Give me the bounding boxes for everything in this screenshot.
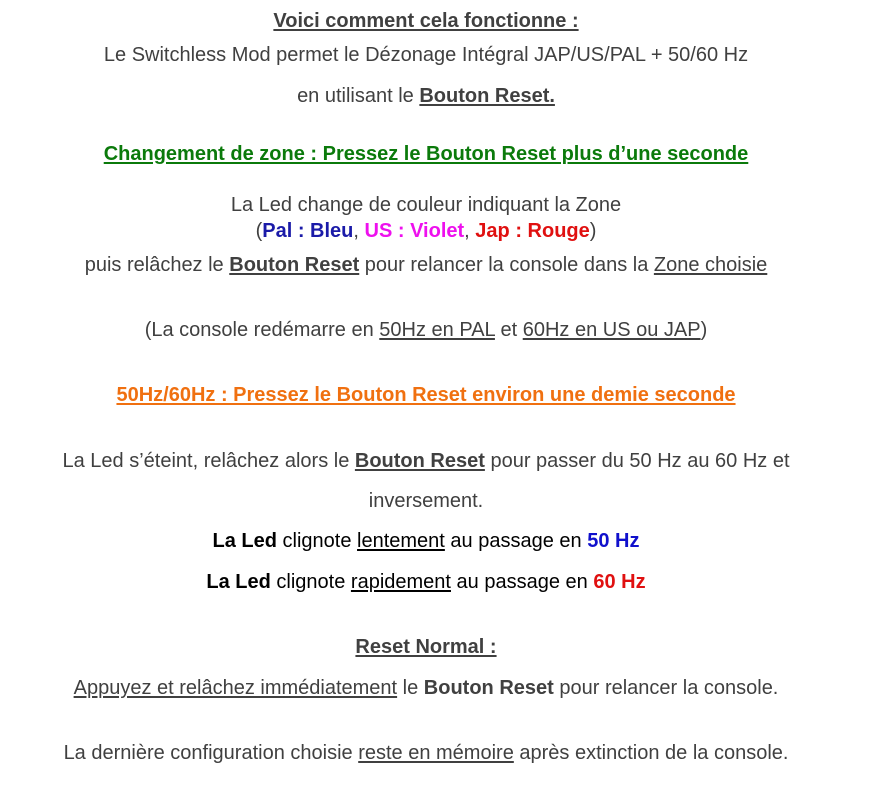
zone-line-4-text-a: (La console redémarre en [144,319,380,341]
lentement-label: lentement [357,530,445,552]
zone-heading: Changement de zone : Pressez le Bouton Reset plus d’une seconde [103,143,749,165]
intro-line-1: Le Switchless Mod permet le Dézonage Intégral JAP/US/PAL + 50/60 Hz [103,44,749,66]
reste-en-memoire-label: reste en mémoire [358,742,514,764]
rapidement-label: rapidement [350,571,451,593]
bouton-reset-label: Bouton Reset [423,677,554,699]
hz-line-1-text-a: La Led s’éteint, relâchez alors le [62,450,355,472]
reset-line-2-text-c: après extinction de la console. [513,742,789,764]
intro-line-2-prefix: en utilisant le [297,85,420,107]
us-violet-label: US : Violet [364,220,465,242]
60hz-red-label: 60 Hz [593,571,646,593]
comma-2: , [464,220,476,242]
reset-line-1 [0,676,852,700]
hz-line-2: inversement. [368,490,484,512]
50hz-blue-label: 50 Hz [587,530,640,552]
reset-line-2-text-a: La dernière configuration choisie [63,742,359,764]
jap-red-label: Jap : Rouge [475,220,590,242]
60hz-us-jap-label: 60Hz en US ou JAP [522,319,701,341]
reset-line-1-text-b: le [397,677,424,699]
paren-close: ) [589,220,597,242]
zone-line-4-text-c: et [494,319,523,341]
hz-line-1 [0,449,852,473]
zone-line-3 [0,253,852,277]
bouton-reset-label: Bouton Reset [229,254,360,276]
50hz-pal-label: 50Hz en PAL [379,319,495,341]
hz-heading: 50Hz/60Hz : Pressez le Bouton Reset environ une demie seconde [116,384,736,406]
led-slow-line [0,529,852,553]
zone-choisie-label: Zone choisie [653,254,768,276]
zone-line-3-text-c: pour relancer la console dans la [359,254,654,276]
led-slow-text-b: clignote [276,530,358,552]
led-fast-text-d: au passage en [450,571,594,593]
comma-1: , [353,220,365,242]
reset-line-1-text-d: pour relancer la console. [553,677,779,699]
intro-line-2 [0,84,852,108]
hz-line-1-text-c: pour passer du 50 Hz au 60 Hz et [484,450,790,472]
zone-line-1: La Led change de couleur indiquant la Zone [230,194,622,216]
la-led-label: La Led [212,530,277,552]
pal-blue-label: Pal : Bleu [262,220,354,242]
led-slow-text-d: au passage en [444,530,588,552]
la-led-label: La Led [206,571,271,593]
appuyez-label: Appuyez et relâchez immédiatement [73,677,398,699]
zone-line-4 [0,318,852,342]
intro-heading: Voici comment cela fonctionne : [273,10,579,32]
reset-line-2 [0,741,852,765]
paren-open: ( [255,220,263,242]
zone-line-4-text-e: ) [700,319,708,341]
led-fast-text-b: clignote [270,571,351,593]
zone-colors-line [0,219,852,243]
zone-line-3-text-a: puis relâchez le [84,254,230,276]
bouton-reset-label: Bouton Reset. [419,85,555,107]
bouton-reset-label: Bouton Reset [354,450,485,472]
reset-heading: Reset Normal : [355,636,497,658]
led-fast-line [0,570,852,594]
